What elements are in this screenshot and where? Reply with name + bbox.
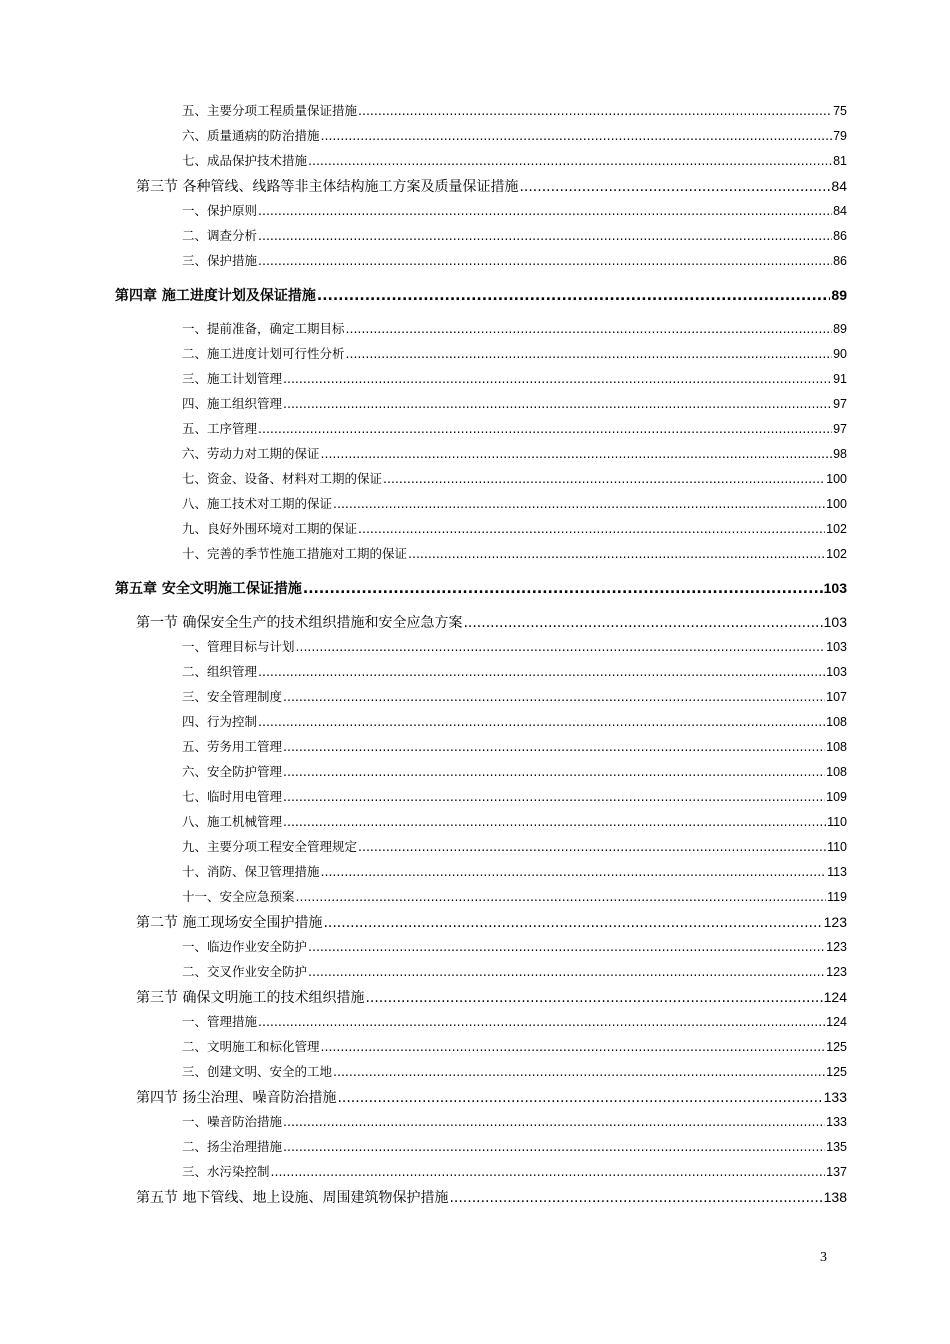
toc-entry-page: 113 (827, 865, 847, 879)
toc-entry[interactable] (182, 964, 847, 980)
toc-entry[interactable] (182, 321, 847, 337)
toc-entry-page: 107 (826, 690, 847, 704)
toc-entry-page: 108 (826, 715, 847, 729)
dot-leader (333, 496, 825, 512)
toc-entry[interactable] (182, 253, 847, 269)
toc-entry-label: 六、劳动力对工期的保证 (182, 446, 320, 461)
toc-entry-page: 84 (833, 204, 847, 218)
toc-entry[interactable] (136, 178, 847, 195)
toc-entry-page: 75 (833, 104, 847, 118)
dot-leader (321, 446, 833, 462)
dot-leader (283, 789, 825, 805)
toc-entry-label: 一、保护原则 (182, 203, 258, 218)
toc-entry-label: 一、临边作业安全防护 (182, 939, 308, 954)
toc-entry-page: 97 (833, 397, 847, 411)
toc-entry-label: 三、创建文明、安全的工地 (182, 1064, 333, 1079)
toc-entry-label: 第三节 各种管线、线路等非主体结构施工方案及质量保证措施 (136, 179, 519, 195)
toc-entry-page: 138 (823, 1189, 847, 1205)
dot-leader (296, 889, 827, 905)
toc-entry-label: 第五章 安全文明施工保证措施 (115, 581, 302, 597)
toc-entry-page: 100 (826, 472, 847, 486)
toc-entry-page: 124 (826, 1015, 847, 1029)
toc-entry-label: 第五节 地下管线、地上设施、周围建筑物保护措施 (136, 1190, 449, 1206)
toc-entry-label: 七、资金、设备、材料对工期的保证 (182, 471, 383, 486)
toc-entry-label: 三、安全管理制度 (182, 689, 283, 704)
toc-entry[interactable] (182, 521, 847, 537)
toc-entry[interactable] (182, 103, 847, 119)
dot-leader (346, 321, 833, 337)
toc-entry-label: 十、消防、保卫管理措施 (182, 864, 320, 879)
dot-leader (317, 288, 831, 304)
toc-entry-page: 86 (833, 229, 847, 243)
toc-entry-label: 八、施工机械管理 (182, 814, 283, 829)
dot-leader (308, 939, 825, 955)
toc-entry-label: 第四节 扬尘治理、噪音防治措施 (136, 1090, 337, 1106)
toc-entry[interactable] (136, 914, 847, 931)
toc-entry[interactable] (182, 228, 847, 244)
dot-leader (283, 1139, 825, 1155)
toc-entry-page: 123 (826, 965, 847, 979)
toc-entry-label: 五、工序管理 (182, 421, 258, 436)
dot-leader (337, 1090, 822, 1106)
toc-entry[interactable] (115, 580, 847, 597)
toc-entry[interactable] (182, 1139, 847, 1155)
dot-leader (321, 1039, 826, 1055)
toc-entry-label: 七、成品保护技术措施 (182, 153, 308, 168)
dot-leader (408, 546, 825, 562)
toc-entry-label: 第二节 施工现场安全围护措施 (136, 915, 323, 931)
toc-entry[interactable] (182, 546, 847, 562)
toc-entry-page: 102 (826, 522, 847, 536)
dot-leader (283, 814, 826, 830)
toc-entry-label: 八、施工技术对工期的保证 (182, 496, 333, 511)
dot-leader (258, 714, 825, 730)
toc-entry-page: 108 (826, 765, 847, 779)
toc-entry[interactable] (182, 889, 847, 905)
toc-entry-label: 四、施工组织管理 (182, 396, 283, 411)
toc-entry-page: 89 (833, 322, 847, 336)
dot-leader (303, 581, 823, 597)
toc-entry-label: 第四章 施工进度计划及保证措施 (115, 288, 316, 304)
toc-entry-page: 124 (823, 989, 847, 1005)
toc-entry-page: 110 (827, 840, 847, 854)
toc-entry-label: 九、主要分项工程安全管理规定 (182, 839, 358, 854)
toc-entry-label: 第一节 确保安全生产的技术组织措施和安全应急方案 (136, 615, 463, 631)
toc-entry-page: 103 (823, 580, 847, 596)
toc-entry[interactable] (182, 1064, 847, 1080)
toc-entry[interactable] (136, 1189, 847, 1206)
toc-entry-label: 第三节 确保文明施工的技术组织措施 (136, 990, 365, 1006)
toc-entry[interactable] (182, 153, 847, 169)
toc-entry-page: 84 (831, 178, 847, 194)
toc-entry-page: 103 (823, 614, 847, 630)
toc-entry-page: 123 (823, 914, 847, 930)
toc-entry[interactable] (182, 446, 847, 462)
toc-entry[interactable] (182, 471, 847, 487)
toc-entry-label: 十、完善的季节性施工措施对工期的保证 (182, 546, 408, 561)
toc-entry-label: 二、组织管理 (182, 664, 258, 679)
toc-entry-page: 103 (826, 665, 847, 679)
dot-leader (283, 764, 825, 780)
dot-leader (296, 639, 826, 655)
toc-entry-page: 98 (833, 447, 847, 461)
toc-entry-label: 二、交叉作业安全防护 (182, 964, 308, 979)
toc-entry-page: 86 (833, 254, 847, 268)
toc-entry-label: 七、临时用电管理 (182, 789, 283, 804)
dot-leader (358, 839, 826, 855)
dot-leader (283, 371, 832, 387)
toc-entry-label: 二、文明施工和标化管理 (182, 1039, 320, 1054)
toc-entry[interactable] (182, 1114, 847, 1130)
toc-entry[interactable] (182, 939, 847, 955)
toc-entry-page: 100 (826, 497, 847, 511)
toc-entry[interactable] (182, 346, 847, 362)
toc-entry[interactable] (182, 203, 847, 219)
toc-entry-label: 四、行为控制 (182, 714, 258, 729)
toc-entry-label: 二、调查分析 (182, 228, 258, 243)
toc-entry[interactable] (182, 814, 847, 830)
dot-leader (271, 1164, 826, 1180)
dot-leader (321, 864, 827, 880)
toc-entry-page: 110 (827, 815, 847, 829)
dot-leader (333, 1064, 825, 1080)
toc-entry[interactable] (182, 839, 847, 855)
toc-entry[interactable] (182, 128, 847, 144)
dot-leader (323, 915, 822, 931)
dot-leader (365, 990, 822, 1006)
toc-entry[interactable] (182, 714, 847, 730)
toc-entry-label: 二、扬尘治理措施 (182, 1139, 283, 1154)
dot-leader (258, 253, 832, 269)
toc-entry[interactable] (182, 396, 847, 412)
toc-entry[interactable] (182, 1164, 847, 1180)
dot-leader (283, 689, 825, 705)
toc-entry-page: 137 (826, 1165, 847, 1179)
dot-leader (463, 615, 822, 631)
toc-entry-page: 97 (833, 422, 847, 436)
toc-entry-label: 三、保护措施 (182, 253, 258, 268)
dot-leader (308, 964, 825, 980)
dot-leader (258, 664, 825, 680)
dot-leader (358, 521, 825, 537)
toc-entry-page: 108 (826, 740, 847, 754)
toc-entry[interactable] (182, 864, 847, 880)
toc-entry-page: 89 (831, 287, 847, 303)
toc-entry-page: 79 (833, 129, 847, 143)
toc-entry-page: 133 (823, 1089, 847, 1105)
toc-entry-label: 一、噪音防治措施 (182, 1114, 283, 1129)
dot-leader (258, 1014, 825, 1030)
dot-leader (383, 471, 825, 487)
dot-leader (258, 203, 832, 219)
toc-entry[interactable] (136, 614, 847, 631)
toc-entry-label: 五、主要分项工程质量保证措施 (182, 103, 358, 118)
toc-entry-label: 十一、安全应急预案 (182, 889, 295, 904)
toc-entry-page: 123 (826, 940, 847, 954)
toc-entry-page: 102 (826, 547, 847, 561)
dot-leader (321, 128, 833, 144)
toc-entry-page: 125 (826, 1040, 847, 1054)
toc-entry-page: 109 (826, 790, 847, 804)
toc-entry-page: 81 (833, 154, 847, 168)
toc-entry[interactable] (182, 639, 847, 655)
toc-entry[interactable] (182, 689, 847, 705)
toc-entry-label: 六、安全防护管理 (182, 764, 283, 779)
toc-entry-page: 91 (833, 372, 847, 386)
dot-leader (308, 153, 832, 169)
toc-entry[interactable] (182, 664, 847, 680)
dot-leader (283, 1114, 825, 1130)
dot-leader (258, 228, 832, 244)
toc-entry[interactable] (182, 1014, 847, 1030)
toc-entry-label: 五、劳务用工管理 (182, 739, 283, 754)
toc-entry-label: 一、管理目标与计划 (182, 639, 295, 654)
toc-entry[interactable] (182, 496, 847, 512)
toc-entry-page: 103 (826, 640, 847, 654)
toc-entry[interactable] (182, 789, 847, 805)
dot-leader (358, 103, 832, 119)
dot-leader (519, 179, 830, 195)
toc-entry[interactable] (182, 371, 847, 387)
toc-entry-label: 六、质量通病的防治措施 (182, 128, 320, 143)
toc-entry[interactable] (136, 989, 847, 1006)
toc-entry-label: 三、施工计划管理 (182, 371, 283, 386)
toc-entry-page: 133 (826, 1115, 847, 1129)
toc-entry-label: 三、水污染控制 (182, 1164, 270, 1179)
dot-leader (346, 346, 833, 362)
toc-entry[interactable] (182, 1039, 847, 1055)
dot-leader (283, 396, 832, 412)
dot-leader (449, 1190, 822, 1206)
toc-entry-page: 119 (827, 890, 847, 904)
toc-entry-page: 135 (826, 1140, 847, 1154)
toc-entry-page: 125 (826, 1065, 847, 1079)
toc-entry-label: 九、良好外围环境对工期的保证 (182, 521, 358, 536)
toc-entry[interactable] (182, 421, 847, 437)
toc-entry[interactable] (182, 739, 847, 755)
toc-entry-label: 一、提前准备，确定工期目标 (182, 321, 345, 336)
toc-entry-page: 90 (833, 347, 847, 361)
page-number: 3 (820, 1250, 827, 1265)
dot-leader (258, 421, 832, 437)
dot-leader (283, 739, 825, 755)
toc-entry-label: 一、管理措施 (182, 1014, 258, 1029)
toc-entry-label: 二、施工进度计划可行性分析 (182, 346, 345, 361)
toc-entry[interactable] (115, 287, 847, 304)
toc-entry[interactable] (136, 1089, 847, 1106)
toc-entry[interactable] (182, 764, 847, 780)
